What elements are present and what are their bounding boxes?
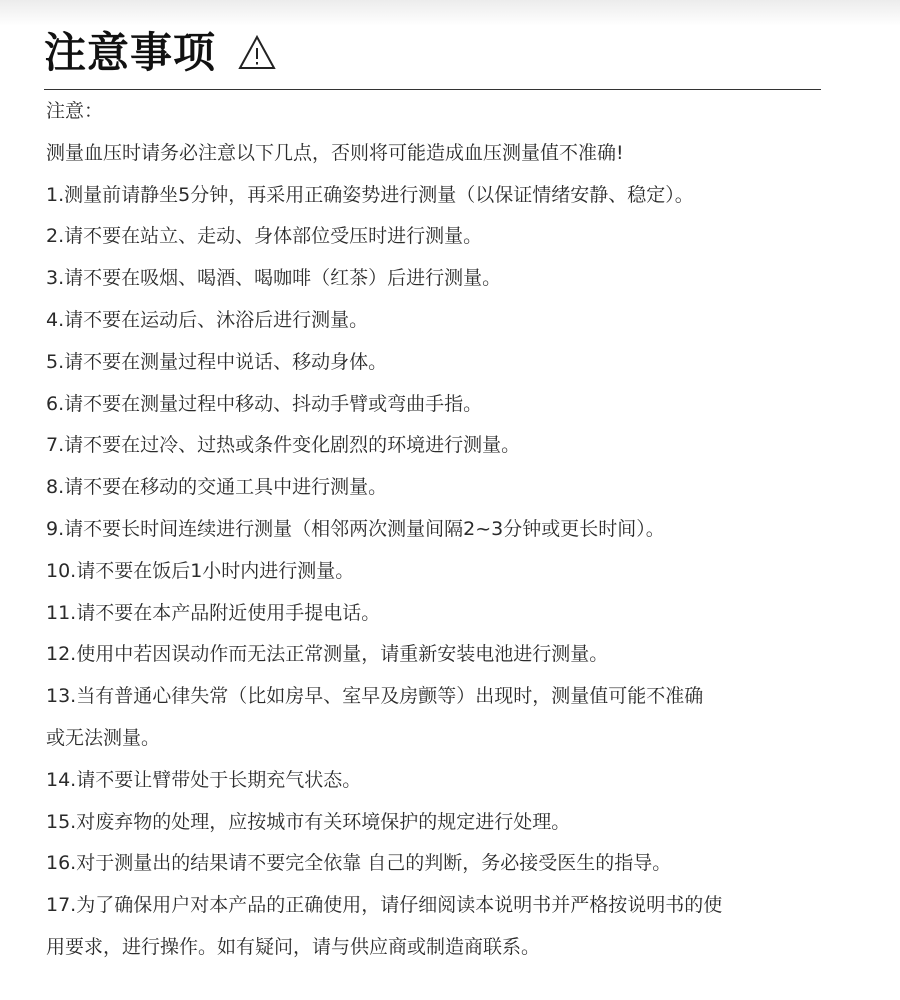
notice-item: 1.测量前请静坐5分钟，再采用正确姿势进行测量（以保证情绪安静、稳定）。 xyxy=(46,183,694,206)
notice-item: 14.请不要让臂带处于长期充气状态。 xyxy=(46,768,362,791)
notice-item: 3.请不要在吸烟、喝酒、喝咖啡（红茶）后进行测量。 xyxy=(46,267,502,290)
page-title: 注意事项 xyxy=(44,28,217,77)
top-shade xyxy=(0,0,900,26)
notice-item: 4.请不要在运动后、沐浴后进行测量。 xyxy=(46,308,369,331)
warning-triangle-icon xyxy=(238,34,276,72)
notice-content xyxy=(46,91,846,969)
notice-item: 16.对于测量出的结果请不要完全依靠 自己的判断，务必接受医生的指导。 xyxy=(46,852,672,875)
notice-item: 6.请不要在测量过程中移动、抖动手臂或弯曲手指。 xyxy=(46,392,483,415)
notice-item: 13.当有普通心律失常（比如房早、室早及房颤等）出现时，测量值可能不准确 xyxy=(46,685,704,708)
header-divider xyxy=(44,89,821,90)
notice-item: 17.为了确保用户对本产品的正确使用，请仔细阅读本说明书并严格按说明书的使 xyxy=(46,894,723,917)
notice-intro: 测量血压时请务必注意以下几点，否则将可能造成血压测量值不准确! xyxy=(46,141,624,164)
notice-item: 11.请不要在本产品附近使用手提电话。 xyxy=(46,601,381,624)
notice-label: 注意： xyxy=(46,100,104,122)
notice-item: 2.请不要在站立、走动、身体部位受压时进行测量。 xyxy=(46,225,483,248)
notice-item: 12.使用中若因误动作而无法正常测量，请重新安装电池进行测量。 xyxy=(46,643,609,666)
notice-item: 8.请不要在移动的交通工具中进行测量。 xyxy=(46,476,388,499)
notice-item-continued: 或无法测量。 xyxy=(46,726,161,749)
notice-item: 5.请不要在测量过程中说话、移动身体。 xyxy=(46,350,388,373)
notice-item: 9.请不要长时间连续进行测量（相邻两次测量间隔2~3分钟或更长时间）。 xyxy=(46,517,665,540)
notice-item: 7.请不要在过冷、过热或条件变化剧烈的环境进行测量。 xyxy=(46,434,521,457)
header xyxy=(44,24,276,82)
notice-item: 10.请不要在饭后1小时内进行测量。 xyxy=(46,559,355,582)
notice-item: 15.对废弃物的处理，应按城市有关环境保护的规定进行处理。 xyxy=(46,810,571,833)
notice-item-continued: 用要求，进行操作。如有疑问，请与供应商或制造商联系。 xyxy=(46,935,541,958)
